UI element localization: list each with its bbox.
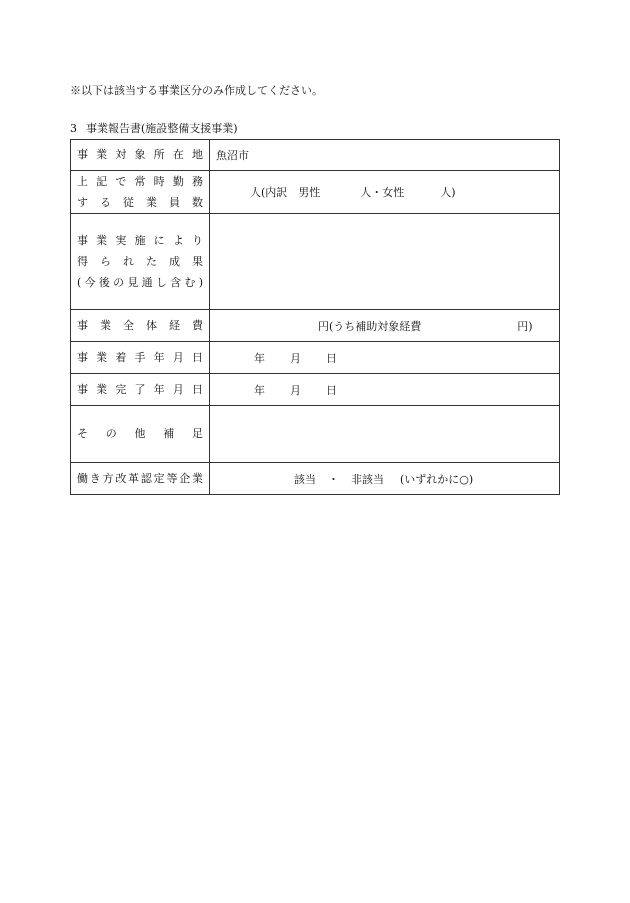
label-workstyle: 働き方改革認定等企業 — [71, 463, 210, 495]
label-location: 事業対象所在地 — [71, 140, 210, 171]
section-title-text: 事業報告書(施設整備支援事業) — [86, 122, 238, 135]
report-table — [70, 139, 560, 495]
row-end-date — [71, 374, 560, 406]
label-end-date: 事業完了年月日 — [71, 374, 210, 406]
section-number: 3 — [70, 122, 77, 135]
label-other: その他補足 — [71, 406, 210, 463]
location-field[interactable]: 魚沼市 — [210, 140, 560, 171]
other-field[interactable] — [210, 406, 560, 463]
section-title — [70, 120, 238, 136]
employees-prefix: 人(内訳 男性 — [250, 186, 321, 199]
label-start-date: 事業着手年月日 — [71, 342, 210, 374]
row-other — [71, 406, 560, 463]
row-location — [71, 140, 560, 171]
label-cost: 事業全体経費 — [71, 310, 210, 342]
workstyle-yes[interactable]: 該当 — [294, 472, 316, 486]
results-field[interactable] — [210, 214, 560, 310]
workstyle-hint: (いずれかに○) — [400, 472, 474, 486]
workstyle-field[interactable]: 該当 ・ 非該当 (いずれかに○) — [210, 463, 560, 495]
employees-middle: 人・女性 — [360, 186, 405, 199]
row-cost — [71, 310, 560, 342]
end-date-field[interactable]: 年 月 日 — [210, 374, 560, 406]
row-start-date — [71, 342, 560, 374]
cost-prefix: 円(うち補助対象経費 — [318, 319, 422, 333]
employees-field[interactable] — [210, 171, 560, 214]
row-workstyle — [71, 463, 560, 495]
cost-suffix: 円) — [517, 319, 533, 333]
employees-suffix: 人) — [440, 186, 456, 199]
row-results — [71, 214, 560, 310]
start-date-field[interactable]: 年 月 日 — [210, 342, 560, 374]
cost-field[interactable] — [210, 310, 560, 342]
row-employees — [71, 171, 560, 214]
label-results: 事業実施により 得られた成果 (今後の見通し含む) — [71, 214, 210, 310]
workstyle-no[interactable]: 非該当 — [351, 472, 384, 486]
label-employees: 上記で常時勤務 する従業員数 — [71, 171, 210, 214]
instruction-note: ※以下は該当する事業区分のみ作成してください。 — [70, 84, 323, 97]
